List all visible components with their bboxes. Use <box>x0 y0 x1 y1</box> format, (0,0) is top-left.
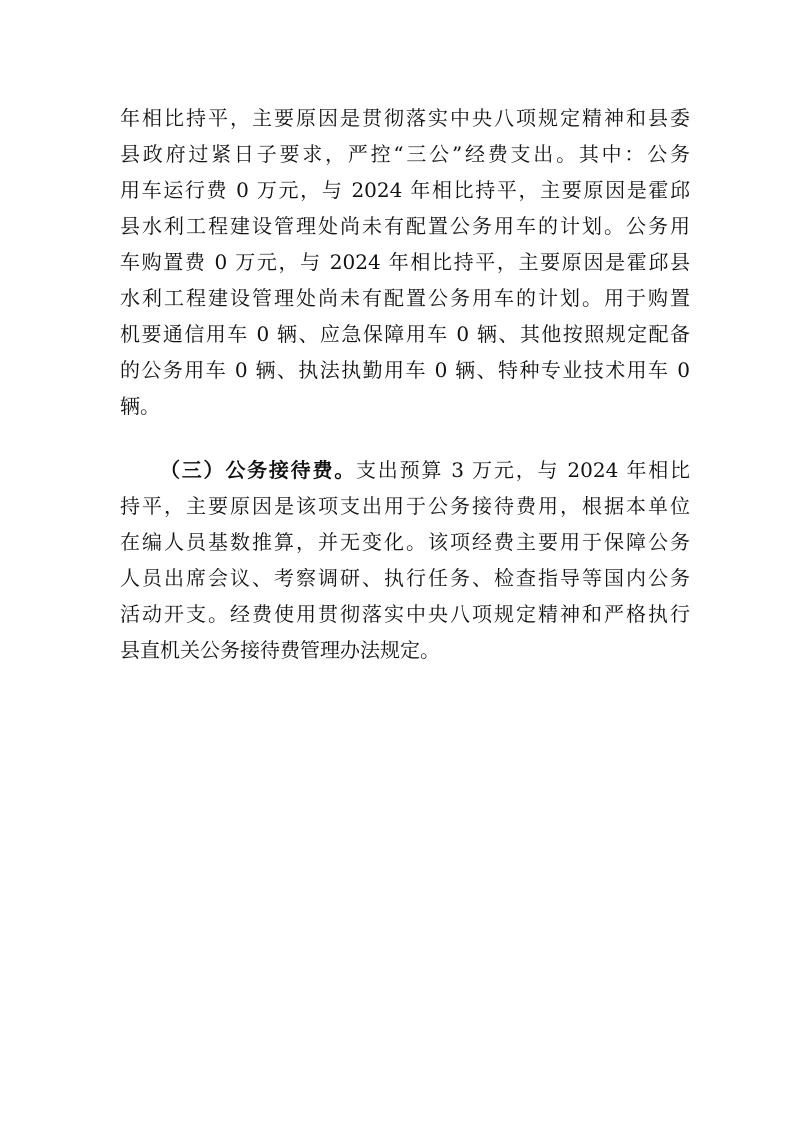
text-line: 活动开支。经费使用贯彻落实中央八项规定精神和严格执行 <box>120 602 690 626</box>
text-line <box>160 452 690 488</box>
text-line: 县直机关公务接待费管理办法规定。 <box>120 638 440 662</box>
text-line: 人员出席会议、考察调研、执行任务、检查指导等国内公务 <box>120 566 690 590</box>
section-heading: （三）公务接待费。 <box>160 458 357 482</box>
text-line: 水利工程建设管理处尚未有配置公务用车的计划。用于购置 <box>120 286 690 310</box>
text-line: 辆。 <box>120 394 160 418</box>
text-line: 持平，主要原因是该项支出用于公务接待费用，根据本单位 <box>120 494 690 518</box>
text-line: 在编人员基数推算，并无变化。该项经费主要用于保障公务 <box>120 530 690 554</box>
text-line: 县政府过紧日子要求，严控“三公”经费支出。其中：公务 <box>120 142 690 166</box>
text-line: 车购置费 0 万元，与 2024 年相比持平，主要原因是霍邱县 <box>120 250 690 274</box>
text-line: 县水利工程建设管理处尚未有配置公务用车的计划。公务用 <box>120 214 690 238</box>
text-span: 支出预算 3 万元，与 2024 年相比 <box>356 458 691 482</box>
text-line: 年相比持平，主要原因是贯彻落实中央八项规定精神和县委 <box>120 106 690 130</box>
text-line: 机要通信用车 0 辆、应急保障用车 0 辆、其他按照规定配备 <box>120 322 690 346</box>
text-line: 用车运行费 0 万元，与 2024 年相比持平，主要原因是霍邱 <box>120 178 690 202</box>
text-line: 的公务用车 0 辆、执法执勤用车 0 辆、特种专业技术用车 0 <box>120 358 690 382</box>
